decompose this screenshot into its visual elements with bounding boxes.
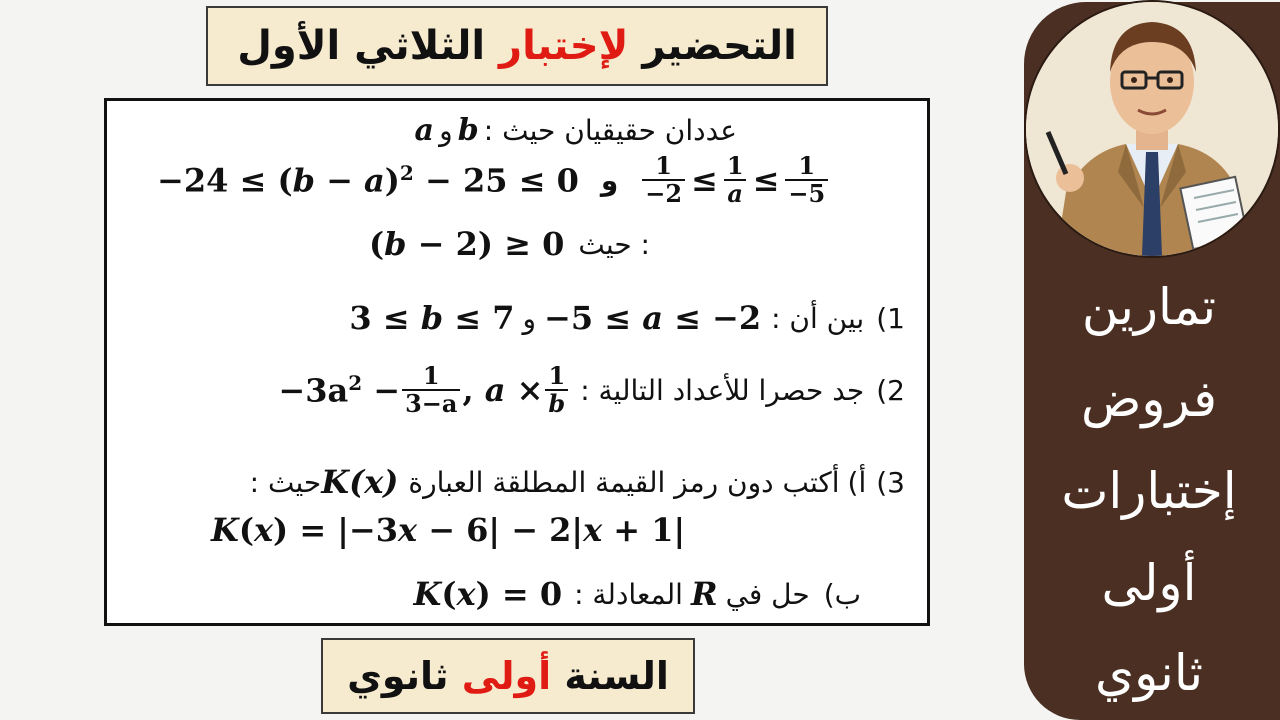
q1-number: 1) [876,301,905,335]
k-definition [211,511,685,549]
condition-b-minus-two: (b − 2) ≥ 0 [369,225,565,263]
intro-and: و [439,114,453,147]
title-word-exam: لإختبار [499,23,629,69]
title-word-preparation: التحضير [642,23,797,69]
fraction-one-over-minus-five: $\frac{1}{-5}$ [785,153,828,208]
fraction-one-over-minus-two: $\frac{1}{-2}$ [642,153,685,208]
level-label [321,638,695,714]
sidebar-line-secondary: ثانوي [1094,644,1204,702]
q1-text: بين أن : [771,301,865,335]
level-word-first: أولى [461,654,552,698]
intro-line [415,113,737,148]
intro-var-b: b [457,113,479,148]
inequality-b-minus-a: $-24 \le (b - a)^2 - 25 \le 0$ [157,161,579,200]
inequality-and: و [600,163,619,197]
q3b-text-equation: المعادلة : [574,577,683,611]
q1-a-range: −5 ≤ a ≤ −2 [544,299,762,337]
fraction-one-over-a: $\frac{1}{a}$ [724,153,747,208]
q3-where: حيث : [249,465,322,499]
sidebar-line-homework: فروض [1080,370,1218,428]
fraction-one-over-b: $\frac{1}{b}$ [545,363,568,418]
level-word-secondary: ثانوي [347,654,449,698]
q3-part-b: ب) [823,577,861,611]
condition-where: حيث : [578,227,650,261]
question-1 [349,299,905,337]
sidebar-line-exams: إختبارات [1061,462,1237,520]
level-word-year: السنة [564,654,669,698]
q3-part-a: أ) [847,465,867,499]
q3b-equation: K(x) = 0 [413,575,563,613]
q3-text: أكتب دون رمز القيمة المطلقة العبارة [408,465,840,499]
k-expression: K(x) = |−3x − 6| − 2|x + 1| [211,511,686,549]
question-3b [414,575,861,613]
page-title [206,6,828,86]
q3-number: 3) [876,465,905,499]
fraction-one-over-three-minus-a: $\frac{1}{3-a}$ [402,363,460,418]
condition-line [369,225,650,263]
q3b-text-solve: حل في [725,577,810,611]
inequalities-line: $-24 \le (b - a)^2 - 25 \le 0$ و $\frac{1}{-2}$ ≤ $\frac{1}{a}$ ≤ $\frac{1}{-5}$ [157,153,830,208]
exercise-box [104,98,930,626]
teacher-illustration [1026,2,1278,256]
q3b-set-r: R [690,575,718,613]
sidebar-line-first: أولى [1101,554,1197,612]
q2-number: 2) [876,373,905,407]
sidebar-line-exercises: تمارين [1081,278,1217,336]
question-3a [250,463,905,501]
teacher-avatar [1024,0,1280,258]
q2-text: جد حصرا للأعداد التالية : [580,373,865,407]
intro-var-a: a [414,113,434,148]
q2-expressions: $-3a^2$ − $\frac{1}{3-a}$ , a × $\frac{1}{b}$ [278,363,570,418]
question-2 [278,363,905,418]
q1-b-range: 3 ≤ b ≤ 7 [349,299,515,337]
intro-text: عددان حقيقيان حيث : [483,114,737,147]
q1-and: و [522,301,537,335]
title-word-term: الثلاثي الأول [237,23,486,69]
q3-k-of-x: K(x) [321,463,399,501]
